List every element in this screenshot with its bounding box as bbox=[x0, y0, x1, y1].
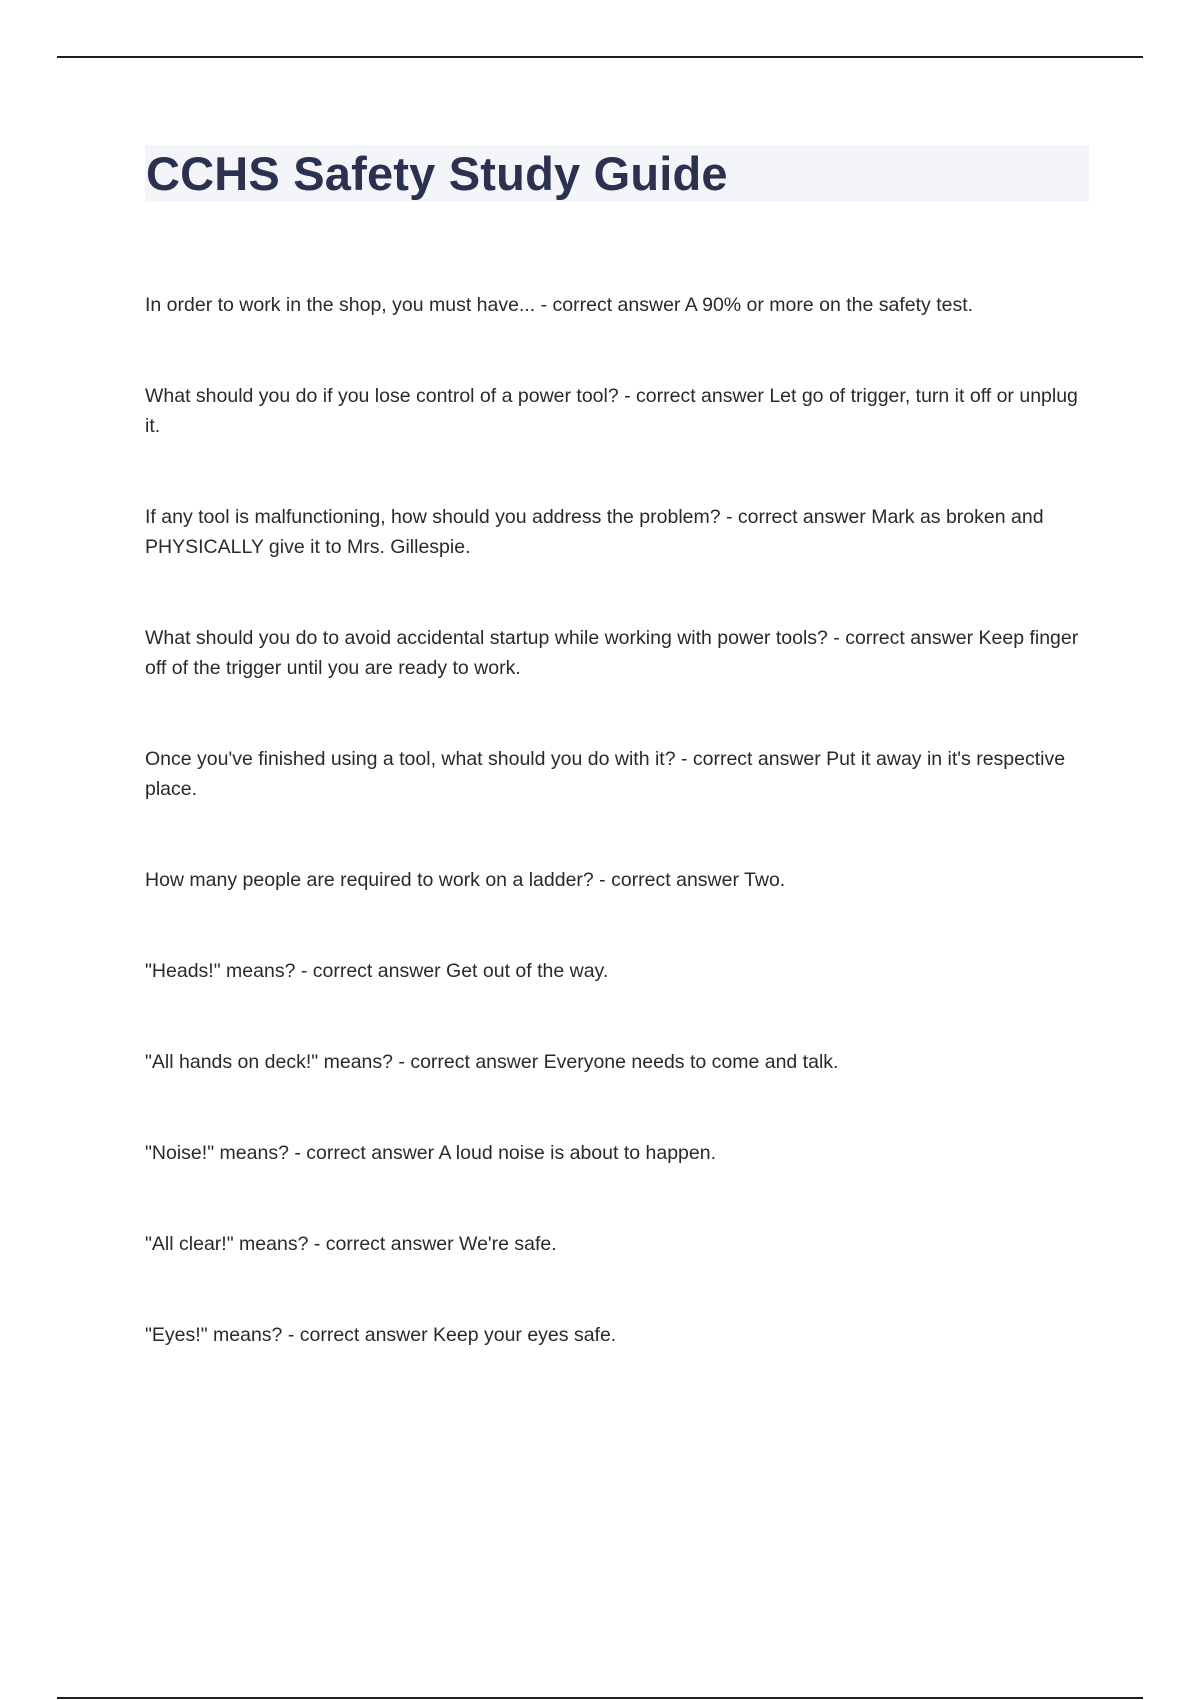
qa-item: "All clear!" means? - correct answer We're safe. bbox=[145, 1233, 557, 1255]
qa-list bbox=[145, 290, 1090, 1411]
qa-item: "Heads!" means? - correct answer Get out of the way. bbox=[145, 960, 609, 982]
qa-item: If any tool is malfunctioning, how should you address the problem? - correct answer Mark as broken and PHYSICALLY give it to Mrs. Gillespie. bbox=[145, 506, 1044, 558]
qa-item: "All hands on deck!" means? - correct answer Everyone needs to come and talk. bbox=[145, 1051, 839, 1073]
bottom-rule bbox=[57, 1697, 1143, 1699]
qa-item: What should you do to avoid accidental startup while working with power tools? - correct answer Keep finger off of the trigger until you are ready to work. bbox=[145, 627, 1079, 679]
qa-item: How many people are required to work on a ladder? - correct answer Two. bbox=[145, 869, 786, 891]
top-rule bbox=[57, 56, 1143, 58]
page-title: CCHS Safety Study Guide bbox=[146, 147, 728, 200]
qa-item: In order to work in the shop, you must have... - correct answer A 90% or more on the safety test. bbox=[145, 294, 974, 316]
qa-item: "Noise!" means? - correct answer A loud noise is about to happen. bbox=[145, 1142, 717, 1164]
qa-item: Once you've finished using a tool, what should you do with it? - correct answer Put it away in it's respective place. bbox=[145, 748, 1066, 800]
qa-item: What should you do if you lose control of a power tool? - correct answer Let go of trigger, turn it off or unplug it. bbox=[145, 385, 1078, 437]
qa-item: "Eyes!" means? - correct answer Keep your eyes safe. bbox=[145, 1324, 617, 1346]
